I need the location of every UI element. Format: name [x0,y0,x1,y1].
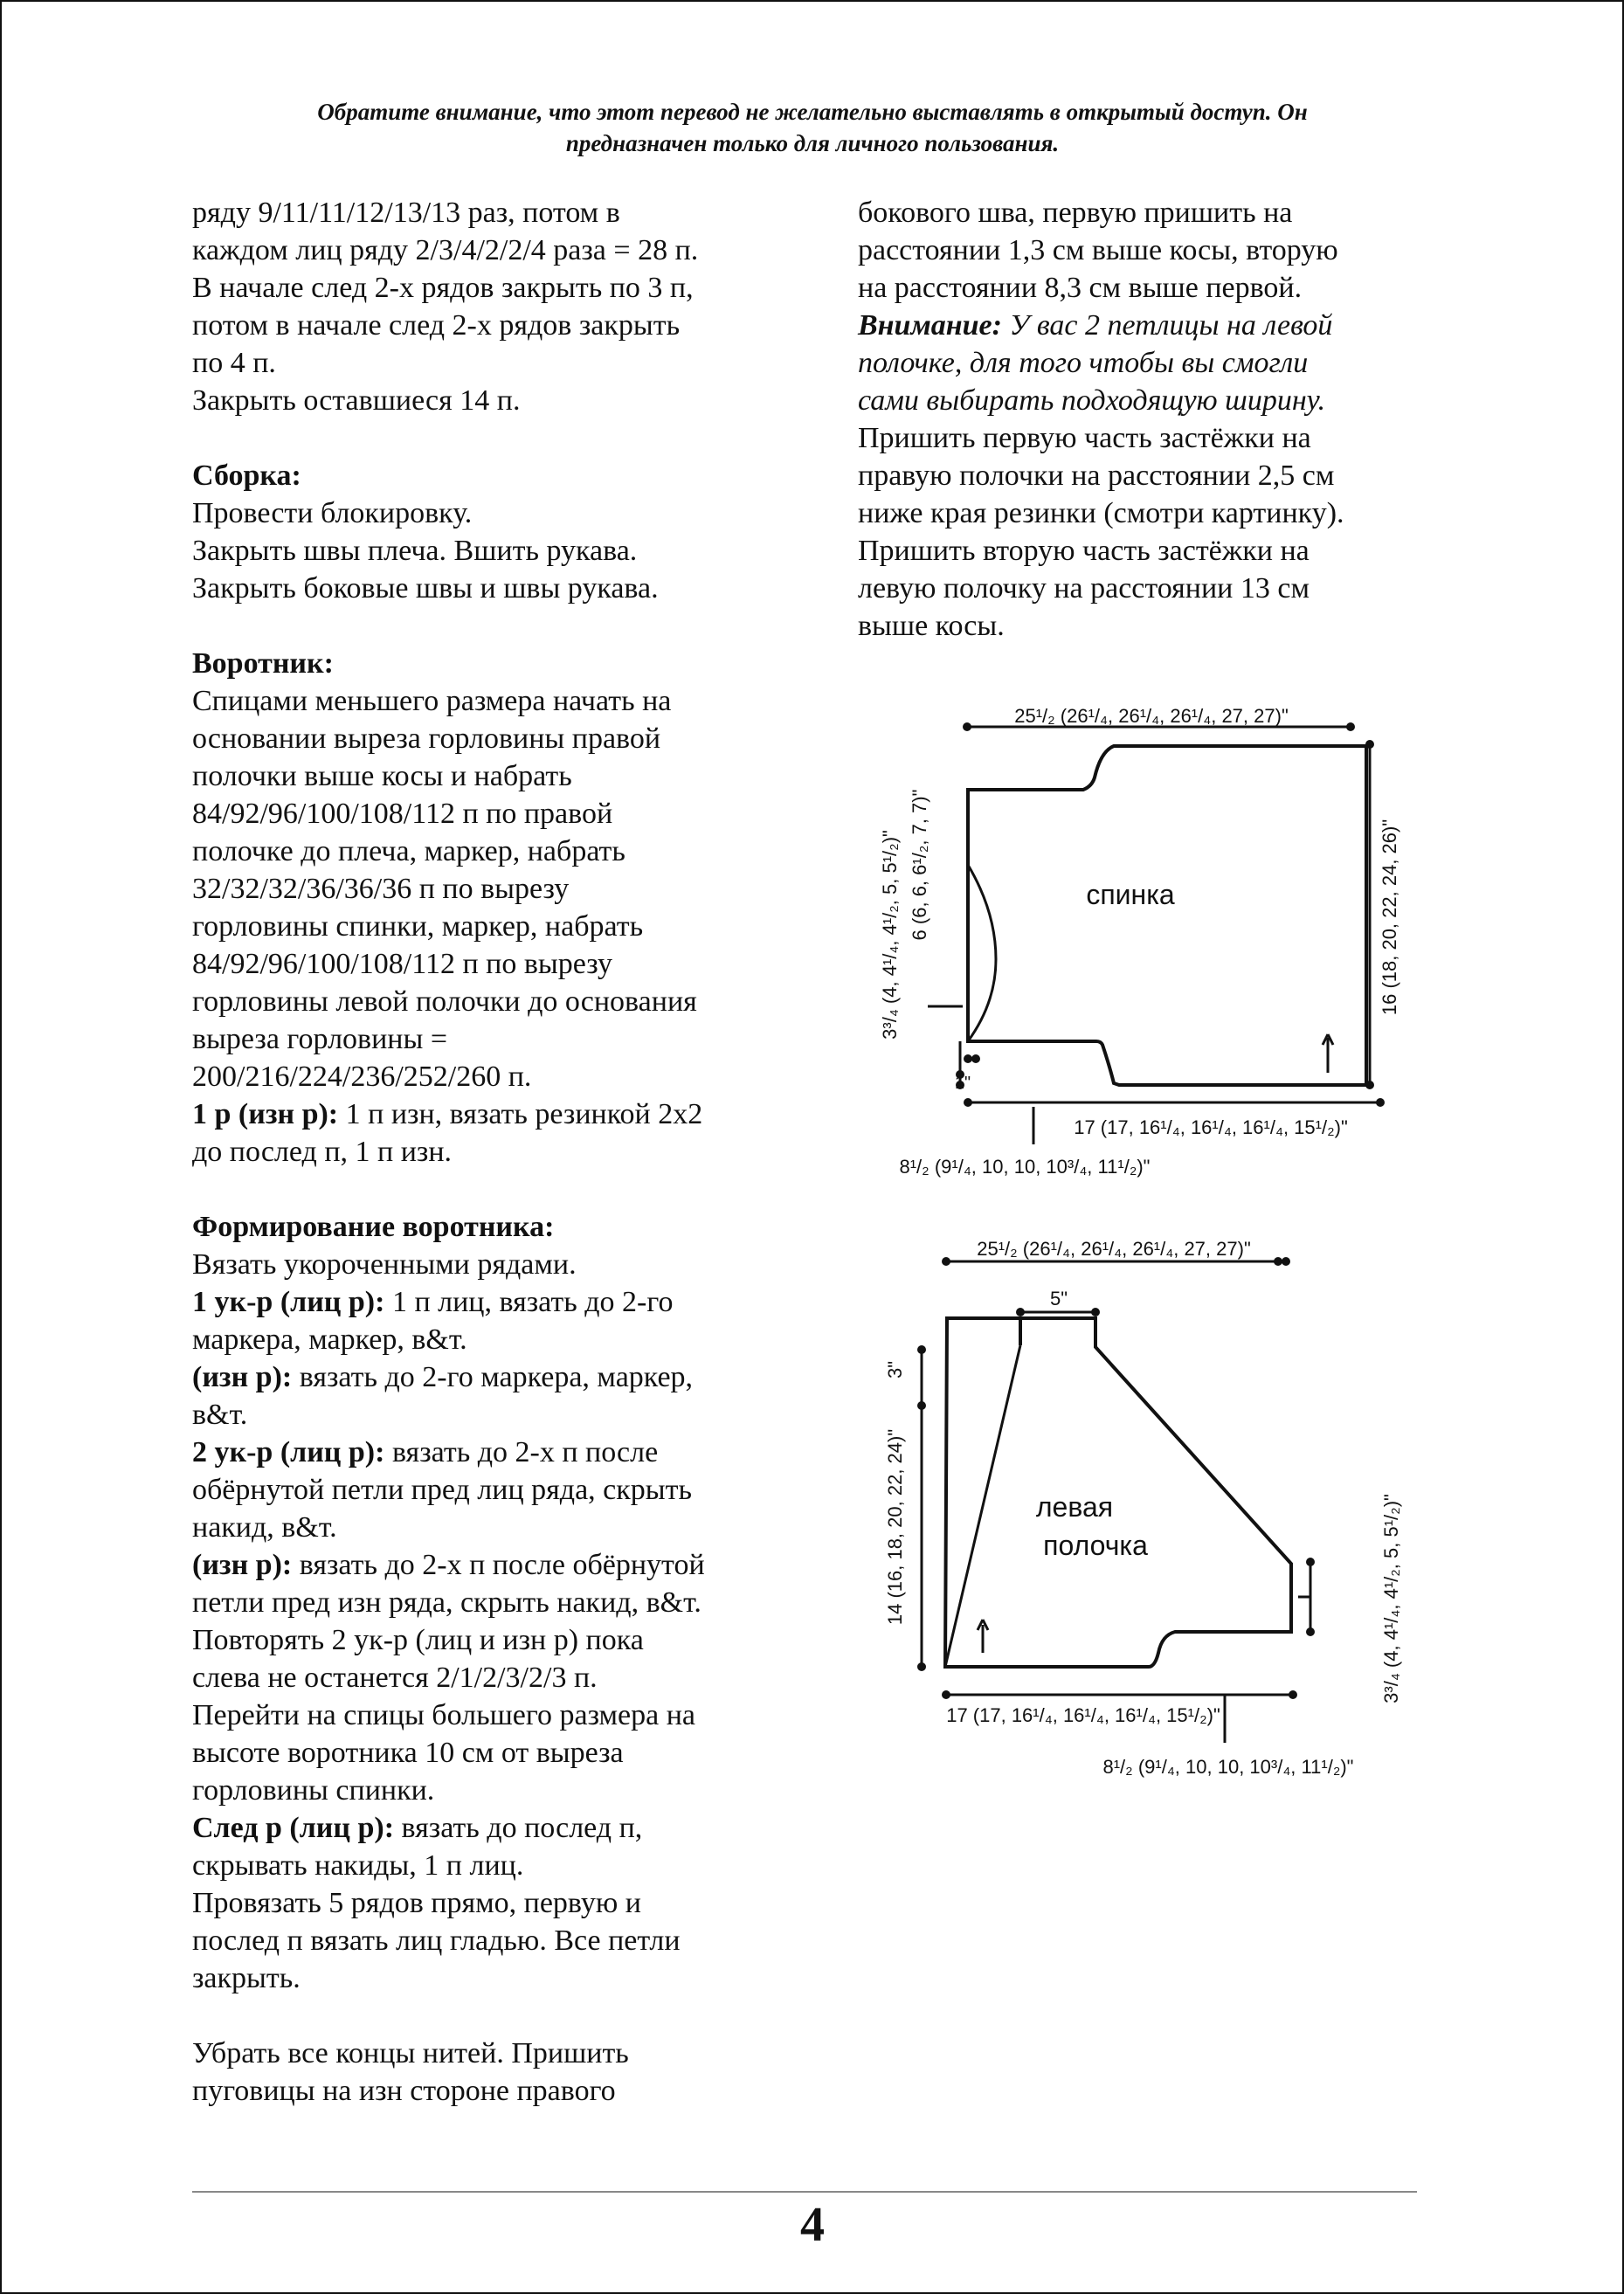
text-line: Убрать все концы нитей. Пришить [192,2037,629,2069]
front-outline [945,1318,1291,1667]
front-shoulder-label: 5" [1049,1288,1068,1309]
row-text: вязать до 2-х п после обёрнутой [292,1549,705,1581]
front-top-left-label: 3" [884,1360,906,1379]
warning-label: Внимание: [858,309,1002,342]
back-small-label: 1" [954,1074,971,1093]
text-line: выше косы. [858,610,1005,642]
text-line: Спицами меньшего размера начать на [192,685,672,717]
notice-line: Обратите внимание, что этот перевод не желательно выставлять в открытый доступ. Он [317,99,1308,125]
warning-line [858,307,1434,344]
text-line: Закрыть боковые швы и швы рукава. [192,572,659,605]
text-line: Пришить первую часть застёжки на [858,422,1311,454]
text-line: Пришить вторую часть застёжки на [858,535,1310,567]
text-line [192,1358,786,1396]
text-line: расстоянии 1,3 см выше косы, вторую [858,234,1338,266]
footer-divider [192,2191,1417,2193]
back-armhole-label: 6 (6, 6, 6¹/₂, 7, 7)" [909,789,930,941]
text-line: обёрнутой петли пред лиц ряда, скрыть [192,1474,692,1506]
text-line: Закрыть швы плеча. Вшить рукава. [192,535,638,567]
text-line: В начале след 2-х рядов закрыть по 3 п, [192,272,694,304]
text-line: Закрыть оставшиеся 14 п. [192,384,521,417]
row-text: 1 п изн, вязать резинкой 2х2 [338,1098,703,1130]
back-lower-left-label: 3³/₄ (4, 4¹/₄, 4¹/₂, 5, 5¹/₂)" [879,830,901,1040]
row-text: вязать до 2-х п после [384,1436,659,1468]
text-line: Провязать 5 рядов прямо, первую и [192,1887,641,1919]
back-offset-bottom-label: 8¹/₂ (9¹/₄, 10, 10, 10³/₄, 11¹/₂)" [899,1156,1151,1178]
text-line [192,1546,786,1584]
text-line: Провести блокировку. [192,497,473,529]
text-line: маркера, маркер, в&т. [192,1323,467,1356]
text-line: основании выреза горловины правой [192,722,661,755]
text-line: горловины спинки, маркер, набрать [192,910,644,943]
back-schematic [865,681,1424,1188]
text-line [192,1434,786,1471]
row-text: вязать до послед п, [394,1812,643,1844]
right-column [858,194,1434,645]
row-label: (изн р): [192,1549,293,1581]
text-line: Вязать укороченными рядами. [192,1248,577,1281]
warning-text: У вас 2 петлицы на левой [1001,309,1333,342]
text-line: по 4 п. [192,347,276,379]
front-slope [945,1345,1020,1667]
armhole-curve [968,865,996,1041]
text-line: закрыть. [192,1962,301,1994]
front-height-label: 14 (16, 18, 20, 22, 24)" [884,1428,906,1626]
back-height-label: 16 (18, 20, 22, 24, 26)" [1379,819,1400,1016]
text-line: Повторять 2 ук-р (лиц и изн р) пока [192,1624,644,1656]
row-text: 1 п лиц, вязать до 2-го [384,1286,674,1318]
front-dimension-lines [922,1261,1310,1743]
front-schematic [865,1232,1424,1791]
text-line: послед п вязать лиц гладью. Все петли [192,1924,681,1957]
front-piece-label-2: полочка [1043,1530,1148,1561]
text-line: ниже края резинки (смотри картинку). [858,497,1344,529]
front-width-top-label: 25¹/₂ (26¹/₄, 26¹/₄, 26¹/₄, 27, 27)" [977,1238,1251,1260]
back-body-outline [968,746,1366,1085]
row-text: вязать до 2-го маркера, маркер, [292,1361,694,1393]
row-label: 2 ук-р (лиц р): [192,1436,385,1468]
text-line: горловины левой полочки до основания [192,985,697,1018]
row-label: 1 р (изн р): [192,1098,339,1130]
front-width-bottom-label: 17 (17, 16¹/₄, 16¹/₄, 16¹/₄, 15¹/₂)" [946,1704,1220,1726]
row-label: (изн р): [192,1361,293,1393]
text-line: потом в начале след 2-х рядов закрыть [192,309,681,342]
front-body-outline [945,1318,1291,1667]
collar-heading: Воротник: [192,647,334,680]
shaping-heading: Формирование воротника: [192,1211,555,1243]
back-dimension-dots [956,722,1385,1107]
text-line [192,1095,786,1133]
text-line [192,1283,786,1321]
front-piece-label-1: левая [1035,1491,1114,1523]
text-line: ряду 9/11/11/12/13/13 раз, потом в [192,197,620,229]
back-piece-label: спинка [1086,879,1175,910]
text-line: полочке до плеча, маркер, набрать [192,835,625,867]
warning-line: сами выбирать подходящую ширину. [858,384,1326,417]
row-label: След р (лиц р): [192,1812,395,1844]
text-line: бокового шва, первую пришить на [858,197,1293,229]
text-line: до послед п, 1 п изн. [192,1136,453,1168]
text-line [192,1809,786,1847]
text-line: в&т. [192,1399,248,1431]
warning-line: полочке, для того чтобы вы смогли [858,347,1309,379]
front-offset-bottom-label: 8¹/₂ (9¹/₄, 10, 10, 10³/₄, 11¹/₂)" [1102,1756,1354,1778]
back-schematic-svg [865,681,1424,1188]
text-line: пуговицы на изн стороне правого [192,2075,616,2107]
back-width-top-label: 25¹/₂ (26¹/₄, 26¹/₄, 26¹/₄, 27, 27)" [1014,705,1289,727]
text-line: Перейти на спицы большего размера на [192,1699,696,1731]
text-line: петли пред изн ряда, скрыть накид, в&т. [192,1586,701,1619]
text-line: каждом лиц ряду 2/3/4/2/2/4 раза = 28 п. [192,234,699,266]
text-line: накид, в&т. [192,1511,337,1544]
text-line: 200/216/224/236/252/260 п. [192,1061,532,1093]
back-outline [968,746,1366,1085]
row-label: 1 ук-р (лиц р): [192,1286,385,1318]
text-line: полочки выше косы и набрать [192,760,572,792]
text-line: 84/92/96/100/108/112 п по вырезу [192,948,612,980]
text-line: правую полочки на расстоянии 2,5 см [858,459,1335,492]
back-width-bottom-label: 17 (17, 16¹/₄, 16¹/₄, 16¹/₄, 15¹/₂)" [1074,1116,1348,1138]
header-notice [201,96,1424,159]
text-line: на расстоянии 8,3 см выше первой. [858,272,1303,304]
front-right-side-label: 3³/₄ (4, 4¹/₄, 4¹/₂, 5, 5¹/₂)" [1380,1494,1402,1703]
text-line: левую полочку на расстоянии 13 см [858,572,1310,605]
text-line: скрывать накиды, 1 п лиц. [192,1849,524,1882]
text-line: выреза горловины = [192,1023,448,1055]
page-number: 4 [800,2198,825,2252]
assembly-heading: Сборка: [192,459,301,492]
text-line: 84/92/96/100/108/112 п по правой [192,798,613,830]
text-line: высоте воротника 10 см от выреза [192,1737,624,1769]
left-column [192,194,786,2110]
front-schematic-svg [865,1232,1424,1791]
text-line: 32/32/32/36/36/36 п по вырезу [192,873,570,905]
text-line: горловины спинки. [192,1774,435,1807]
text-line: слева не останется 2/1/2/3/2/3 п. [192,1662,598,1694]
notice-line: предназначен только для личного пользования. [565,130,1060,156]
